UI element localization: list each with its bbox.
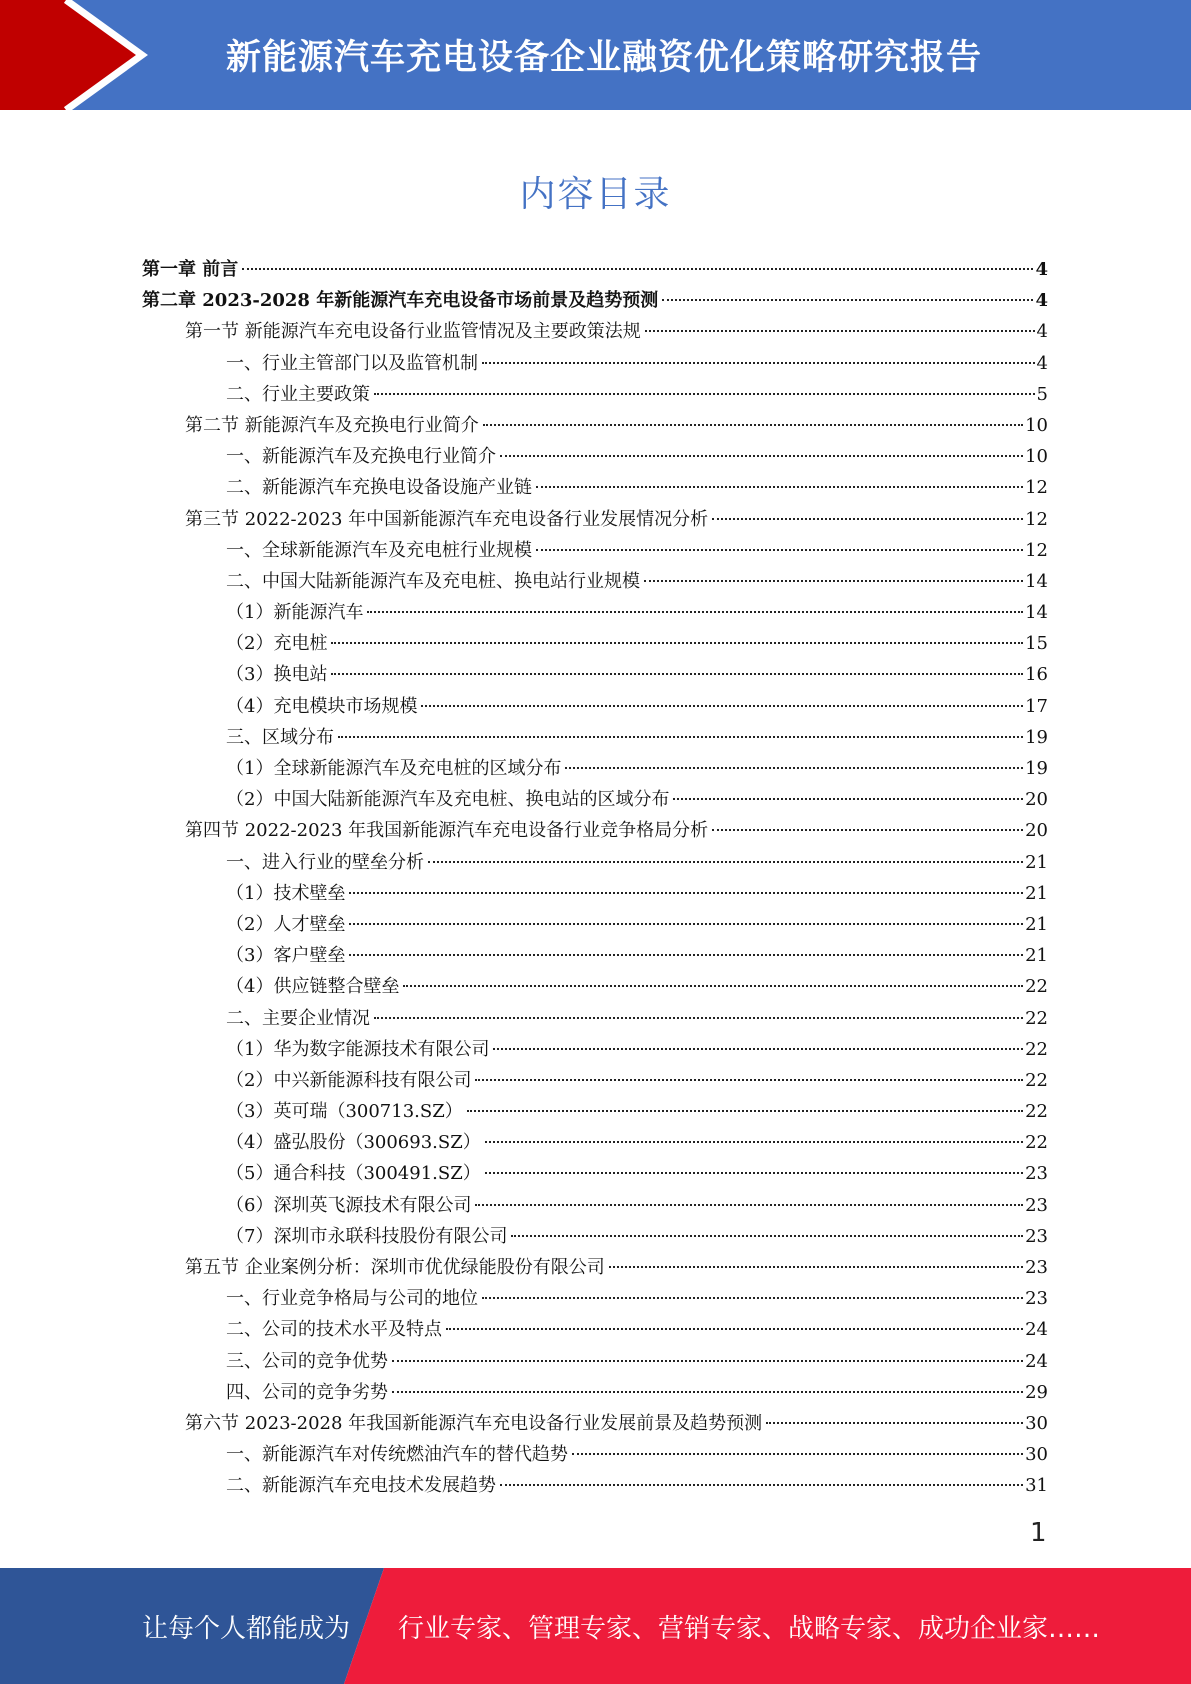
toc-entry[interactable]: [142, 659, 1048, 690]
toc-entry[interactable]: [142, 1314, 1048, 1345]
toc-dot-leader: [500, 1484, 1023, 1486]
toc-entry[interactable]: [142, 878, 1048, 909]
toc-dot-leader: [662, 299, 1033, 301]
toc-entry-text: （2）人才壁垒: [226, 913, 346, 935]
toc-entry-text: 三、区域分布: [226, 726, 334, 748]
toc-page-number: 14: [1025, 570, 1048, 592]
toc-dot-leader: [511, 1235, 1023, 1237]
toc-entry-text: 一、进入行业的壁垒分析: [226, 851, 424, 873]
toc-dot-leader: [403, 985, 1023, 987]
toc-entry-text: 一、新能源汽车对传统燃油汽车的替代趋势: [226, 1444, 568, 1466]
toc-dot-leader: [467, 1110, 1023, 1112]
toc-dot-leader: [482, 1297, 1023, 1299]
toc-entry[interactable]: [142, 410, 1048, 441]
toc-page-number: 20: [1025, 789, 1048, 811]
toc-entry-text: （2）中国大陆新能源汽车及充电桩、换电站的区域分布: [226, 789, 670, 811]
toc-page-number: 22: [1025, 1007, 1048, 1029]
toc-dot-leader: [712, 829, 1023, 831]
toc-entry-text: （1）新能源汽车: [226, 602, 364, 624]
toc-page-number: 30: [1025, 1412, 1048, 1434]
toc-entry[interactable]: [142, 1408, 1048, 1439]
toc-page-number: 23: [1025, 1257, 1048, 1278]
toc-page-number: 31: [1025, 1475, 1048, 1497]
toc-entry-text: （1）全球新能源汽车及充电桩的区域分布: [226, 758, 562, 779]
toc-entry-text: 二、新能源汽车充电技术发展趋势: [226, 1475, 496, 1497]
toc-page-number: 24: [1025, 1350, 1048, 1372]
toc-entry-text: （3）客户壁垒: [226, 945, 346, 967]
toc-dot-leader: [485, 1172, 1023, 1174]
toc-entry-text: （7）深圳市永联科技股份有限公司: [226, 1225, 508, 1247]
toc-entry[interactable]: [142, 566, 1048, 597]
page-number: 1: [1030, 1518, 1047, 1548]
toc-page-number: 23: [1025, 1225, 1048, 1247]
toc-dot-leader: [485, 1141, 1023, 1143]
toc-entry-text: 二、中国大陆新能源汽车及充电桩、换电站行业规模: [226, 570, 640, 592]
toc-entry[interactable]: [142, 1190, 1048, 1221]
toc-dot-leader: [242, 268, 1033, 270]
toc-entry[interactable]: [142, 1377, 1048, 1408]
toc-page-number: 10: [1025, 414, 1048, 436]
toc-entry-text: （4）盛弘股份（300693.SZ）: [226, 1132, 481, 1154]
toc-entry-text: 第五节 企业案例分析：深圳市优优绿能股份有限公司: [185, 1257, 605, 1278]
toc-page-number: 4: [1036, 352, 1048, 374]
footer-slogan-right: 行业专家、管理专家、营销专家、战略专家、成功企业家……: [398, 1614, 1101, 1644]
toc-entry[interactable]: [142, 285, 1048, 316]
toc-entry[interactable]: [142, 784, 1048, 815]
footer-slogan-left: 让每个人都能成为: [142, 1614, 351, 1644]
toc-entry[interactable]: [142, 1221, 1048, 1252]
toc-entry-text: 二、新能源汽车充换电设备设施产业链: [226, 477, 532, 499]
toc-entry[interactable]: [142, 597, 1048, 628]
toc-entry[interactable]: [142, 379, 1048, 410]
toc-entry[interactable]: [142, 1158, 1048, 1189]
toc-dot-leader: [766, 1422, 1023, 1424]
toc-page-number: 22: [1025, 1132, 1048, 1154]
toc-entry[interactable]: [142, 316, 1048, 347]
toc-entry-text: （5）通合科技（300491.SZ）: [226, 1163, 481, 1185]
toc-entry-text: （3）换电站: [226, 664, 328, 686]
toc-entry-text: 一、新能源汽车及充换电行业简介: [226, 446, 496, 468]
toc-dot-leader: [446, 1328, 1023, 1330]
toc-page-number: 23: [1025, 1194, 1048, 1216]
toc-entry[interactable]: [142, 1034, 1048, 1065]
toc-entry-text: 第二章 2023-2028 年新能源汽车充电设备市场前景及趋势预测: [142, 290, 659, 312]
toc-page-number: 23: [1025, 1163, 1048, 1185]
toc-entry-text: 一、全球新能源汽车及充电桩行业规模: [226, 539, 532, 561]
toc-page-number: 29: [1025, 1381, 1048, 1403]
toc-dot-leader: [349, 923, 1023, 925]
toc-entry-text: （1）华为数字能源技术有限公司: [226, 1038, 490, 1060]
toc-entry-text: 二、公司的技术水平及特点: [226, 1319, 442, 1341]
toc-dot-leader: [673, 798, 1023, 800]
toc-entry[interactable]: [142, 1439, 1048, 1470]
toc-dot-leader: [712, 518, 1023, 520]
toc-entry[interactable]: [142, 940, 1048, 971]
toc-dot-leader: [645, 330, 1035, 332]
toc-entry-text: （2）中兴新能源科技有限公司: [226, 1069, 472, 1091]
toc-dot-leader: [609, 1266, 1023, 1268]
toc-dot-leader: [536, 486, 1023, 488]
toc-dot-leader: [349, 892, 1023, 894]
toc-entry[interactable]: [142, 722, 1048, 753]
toc-page-number: 4: [1036, 321, 1048, 343]
table-of-contents: [142, 254, 1048, 1502]
toc-dot-leader: [493, 1048, 1023, 1050]
toc-page-number: 14: [1025, 602, 1048, 624]
toc-page-number: 17: [1025, 695, 1048, 717]
toc-entry-text: 二、行业主要政策: [226, 383, 370, 405]
toc-page-number: 21: [1025, 913, 1048, 935]
toc-entry-text: 一、行业竞争格局与公司的地位: [226, 1288, 478, 1310]
toc-page-number: 22: [1025, 1038, 1048, 1060]
toc-dot-leader: [500, 455, 1023, 457]
toc-page-number: 4: [1035, 290, 1048, 312]
toc-entry[interactable]: [142, 1096, 1048, 1127]
toc-dot-leader: [572, 1453, 1023, 1455]
toc-entry[interactable]: [142, 504, 1048, 535]
toc-dot-leader: [349, 954, 1023, 956]
toc-entry[interactable]: [142, 441, 1048, 472]
toc-entry[interactable]: [142, 847, 1048, 878]
toc-dot-leader: [428, 861, 1023, 863]
toc-dot-leader: [338, 736, 1023, 738]
toc-entry-text: （1）技术壁垒: [226, 882, 346, 904]
toc-dot-leader: [374, 1017, 1023, 1019]
toc-dot-leader: [565, 767, 1023, 769]
toc-entry[interactable]: [142, 691, 1048, 722]
toc-page-number: 21: [1025, 945, 1048, 967]
toc-dot-leader: [331, 642, 1023, 644]
toc-dot-leader: [644, 580, 1023, 582]
toc-entry[interactable]: [142, 1065, 1048, 1096]
toc-page-number: 21: [1025, 851, 1048, 873]
toc-page-number: 30: [1025, 1444, 1048, 1466]
report-title: 新能源汽车充电设备企业融资优化策略研究报告: [226, 38, 983, 78]
toc-page-number: 20: [1025, 820, 1048, 842]
toc-page-number: 22: [1025, 1101, 1048, 1123]
toc-entry[interactable]: [142, 1346, 1048, 1377]
toc-entry[interactable]: [142, 971, 1048, 1002]
toc-entry[interactable]: [142, 472, 1048, 503]
toc-entry[interactable]: [142, 1003, 1048, 1034]
toc-entry[interactable]: [142, 753, 1048, 784]
toc-entry-text: （2）充电桩: [226, 633, 328, 655]
toc-page-number: 24: [1025, 1319, 1048, 1341]
toc-entry-text: （3）英可瑞（300713.SZ）: [226, 1101, 463, 1123]
toc-dot-leader: [392, 1360, 1023, 1362]
toc-page-number: 4: [1035, 259, 1048, 280]
toc-page-number: 10: [1025, 446, 1048, 468]
toc-entry-text: 二、主要企业情况: [226, 1007, 370, 1029]
toc-entry[interactable]: [142, 535, 1048, 566]
toc-dot-leader: [421, 705, 1023, 707]
toc-dot-leader: [536, 549, 1023, 551]
toc-page-number: 12: [1025, 539, 1048, 561]
toc-entry[interactable]: [142, 1470, 1048, 1501]
toc-entry[interactable]: [142, 1283, 1048, 1314]
toc-entry-text: 第二节 新能源汽车及充换电行业简介: [185, 414, 479, 436]
toc-entry-text: （6）深圳英飞源技术有限公司: [226, 1194, 472, 1216]
toc-entry[interactable]: [142, 1252, 1048, 1283]
toc-dot-leader: [483, 424, 1023, 426]
toc-page-number: 15: [1025, 633, 1048, 655]
toc-dot-leader: [392, 1391, 1023, 1393]
toc-entry-text: 第一章 前言: [142, 259, 239, 280]
header-banner: [0, 0, 1191, 110]
toc-entry-text: 四、公司的竞争劣势: [226, 1381, 388, 1403]
toc-dot-leader: [482, 362, 1035, 364]
toc-entry-text: （4）供应链整合壁垒: [226, 976, 400, 998]
toc-heading: 内容目录: [519, 174, 672, 215]
footer-banner: [0, 1568, 1191, 1684]
toc-page-number: 21: [1025, 882, 1048, 904]
toc-dot-leader: [331, 673, 1023, 675]
toc-page-number: 22: [1025, 1069, 1048, 1091]
toc-page-number: 22: [1025, 976, 1048, 998]
toc-page-number: 16: [1025, 664, 1048, 686]
toc-page-number: 23: [1025, 1288, 1048, 1310]
toc-entry-text: 第一节 新能源汽车充电设备行业监管情况及主要政策法规: [185, 321, 641, 343]
toc-entry-text: 第六节 2023-2028 年我国新能源汽车充电设备行业发展前景及趋势预测: [185, 1412, 763, 1434]
toc-entry-text: 第三节 2022-2023 年中国新能源汽车充电设备行业发展情况分析: [185, 508, 709, 530]
toc-page-number: 5: [1036, 383, 1048, 405]
toc-entry[interactable]: [142, 348, 1048, 379]
toc-page-number: 12: [1025, 477, 1048, 499]
toc-dot-leader: [374, 393, 1035, 395]
toc-entry-text: 三、公司的竞争优势: [226, 1350, 388, 1372]
toc-entry[interactable]: [142, 909, 1048, 940]
toc-entry-text: （4）充电模块市场规模: [226, 695, 418, 717]
toc-page-number: 19: [1025, 758, 1048, 779]
toc-entry-text: 一、行业主管部门以及监管机制: [226, 352, 478, 374]
toc-entry[interactable]: [142, 815, 1048, 846]
toc-entry[interactable]: [142, 254, 1048, 285]
toc-entry[interactable]: [142, 628, 1048, 659]
toc-dot-leader: [367, 611, 1023, 613]
toc-dot-leader: [475, 1079, 1023, 1081]
toc-page-number: 19: [1025, 726, 1048, 748]
toc-dot-leader: [475, 1204, 1023, 1206]
toc-entry-text: 第四节 2022-2023 年我国新能源汽车充电设备行业竞争格局分析: [185, 820, 709, 842]
toc-entry[interactable]: [142, 1127, 1048, 1158]
toc-page-number: 12: [1025, 508, 1048, 530]
